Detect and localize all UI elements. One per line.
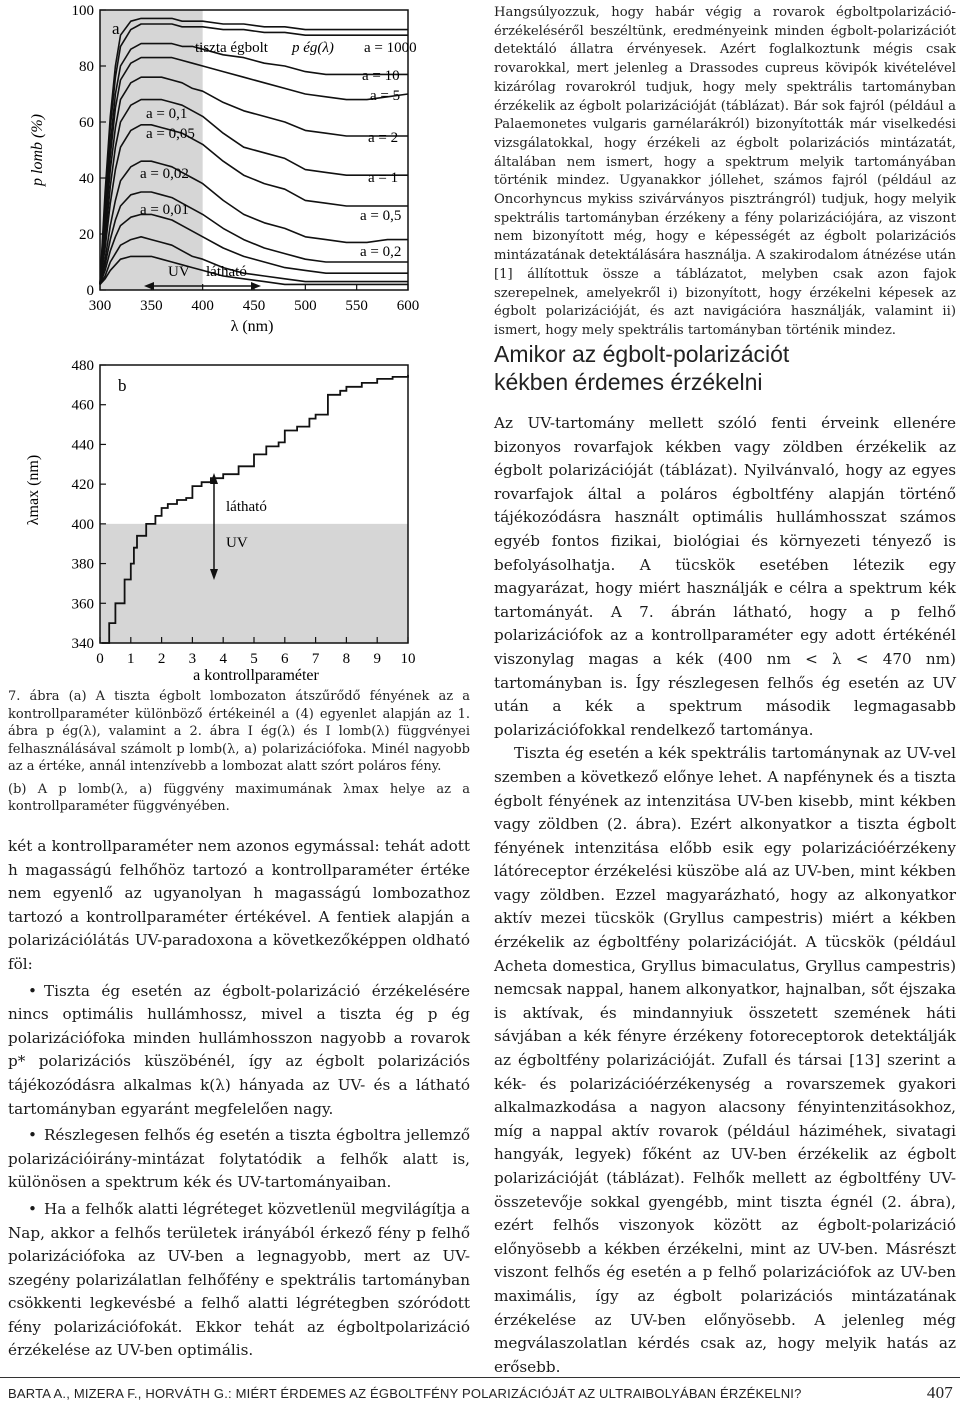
panel-label-a: a (112, 19, 120, 38)
footer-rule (0, 1377, 960, 1378)
page-number: 407 (926, 1383, 953, 1402)
x-tick-label: 10 (400, 651, 416, 667)
visible-label: látható (206, 264, 247, 280)
bullet-icon: • (28, 1126, 37, 1145)
bullet-icon: • (28, 1199, 37, 1218)
y-tick-label: 420 (71, 477, 94, 494)
uv-label: UV (226, 535, 248, 551)
running-footer (8, 1383, 953, 1402)
y-tick-label: 400 (71, 516, 94, 533)
caption-paragraph-a: 7. ábra (a) A tiszta égbolt lombozaton átszűrődő fényének az a kontrollparaméter különböző értékeinél a (4) egyenlet alapján az 1. ábra p ég(λ), valamint a 2. ábra I ég(λ) és I lomb(λ) függvényei felhasználásával számolt p lomb(λ, a) polarizációfoka. Minél nagyobb az a értéke, annál intenzívebb a lombozat alatt szórt poláros fény. (8, 689, 470, 774)
left-column-text (8, 835, 470, 1366)
series-label: a = 0,01 (140, 202, 189, 218)
series-label: a = 0,02 (140, 166, 189, 182)
series-label: a = 10 (362, 68, 400, 84)
x-tick-label: 500 (294, 298, 317, 314)
series-label: a = 1 (368, 170, 399, 186)
x-tick-label: 450 (242, 298, 266, 314)
panel-label-b: b (118, 376, 127, 395)
y-tick-label: 20 (79, 227, 94, 243)
y-tick-label: 440 (71, 437, 94, 454)
caption-paragraph-b: (b) A p lomb(λ, a) függvény maximumának λmax helye az a kontrollparaméter függvényében. (8, 781, 470, 814)
paragraph: Hangsúlyozzuk, hogy habár végig a rovarok égboltpolarizáció-érzékeléséről beszéltünk, eredményeink minden égbolt-polarizációt detektáló állatra érvényesek. Azért foglalkoztunk mégis csak rovarokkal, mert jelenleg a Drassodes cupreus kövipók kivételével kizárólag rovarokról tudjuk, hogy mely spektrális tartományban érzékelik az égbolt polarizációját (táblázat). Bár sok fajról (például a Palaemonetes vulgaris garnélarákról) bizonyították már viselkedési vizsgálatokkal, hogy érzékeli az égbolt polarizációs mintázatát, általában nem ismert, hogy a spektrum melyik tartományában történik mindez. Ugyanakkor jóllehet, számos fajról (például az Oncorhyncus mykiss szivárványos pisztrángról) tudjuk, hogy melyik spektrális tartományban érzékeny a fény polarizációjára, az viszont nem bizonyított még, hogy e képességét az égbolt polarizációs mintázatának detektálására használja. A szakirodalom átnézése után [1] állítottuk össze a táblázatot, melyben csak azon fajok szerepelnek, amelyekről i) bizonyított, hogy érzékelni képesek az égbolt polarizációját, és azt navigációra használják, valamint ii) ismert, hogy mely spektrális tartományban történik mindez. (494, 5, 956, 338)
x-tick-label: 6 (281, 651, 289, 667)
x-tick-label: 5 (250, 651, 258, 667)
x-tick-label: 0 (96, 651, 104, 667)
bullet-item: • Részlegesen felhős ég esetén a tiszta égboltra jellemző polarizációirány-mintázat folytatódik a felhők alatt is, különösen a spektrum kék és UV-tartományaiban. (8, 1126, 470, 1192)
x-axis-label: λ (nm) (230, 318, 274, 335)
x-tick-label: 3 (188, 651, 197, 667)
x-axis-label: a kontrollparaméter (193, 667, 319, 684)
section-heading: Amikor az égbolt-polarizációt kékben érdemes érzékelni (494, 341, 790, 395)
visible-label: látható (226, 499, 267, 515)
figure-7a-chart (0, 0, 480, 345)
x-tick-label: 1 (127, 651, 135, 667)
x-tick-label: 400 (191, 298, 214, 314)
y-tick-label: 60 (79, 115, 94, 131)
y-tick-label: 480 (71, 358, 94, 374)
bullet-item: • Tiszta ég esetén az égbolt-polarizáció érzékelésére nincs optimális hullámhossz, mivel a tiszta ég p ég polarizációfoka minden hullámhosszon nagyobb a rovarok p* polarizációs küszöbénél, így az égbolt polarizációs tájékozódásra alkalmas k(λ) hányada az UV- és a látható tartományban egyaránt megfelelően nagy. (8, 981, 470, 1118)
bullet-item: • Ha a felhők alatti légréteget közvetlenül megvilágítja a Nap, akkor a felhős területek irányából érkező fény p felhő polarizációfoka az UV-ben a legnagyobb, mert az UV-szegény polarizálatlan felhőfény e spektrális tartományban csökkenti legkevésbé a felhő alatti légrétegben szóródott fény polarizációfokát. Ekkor tehát az égboltpolarizáció érzékelése az UV-ben optimális. (8, 1199, 470, 1360)
y-tick-label: 80 (79, 59, 94, 75)
y-tick-label: 40 (79, 171, 94, 187)
uv-shaded-region (100, 524, 408, 643)
series-label: a = 2 (368, 130, 399, 146)
y-axis-label: λmax (nm) (25, 454, 42, 526)
x-tick-label: 550 (345, 298, 368, 314)
bullet-icon: • (28, 981, 37, 1000)
y-tick-label: 340 (71, 636, 94, 652)
right-column-body (494, 412, 956, 1379)
x-tick-label: 350 (140, 298, 163, 314)
x-tick-label: 9 (373, 651, 381, 667)
y-tick-label: 380 (71, 556, 94, 573)
x-tick-label: 300 (88, 298, 112, 314)
uv-label: UV (168, 264, 190, 280)
series-label: a = 1000 (364, 40, 417, 56)
series-label: a = 0,2 (360, 244, 402, 260)
y-axis-label: p lomb (%) (29, 114, 46, 186)
x-tick-label: 2 (157, 651, 166, 667)
series-label: a = 5 (370, 88, 401, 104)
x-tick-label: 8 (342, 651, 351, 667)
x-tick-label: 7 (311, 651, 320, 667)
y-tick-label: 460 (71, 397, 94, 414)
series-label: a = 0,05 (146, 126, 195, 142)
y-tick-label: 100 (71, 3, 94, 19)
running-title: BARTA A., MIZERA F., HORVÁTH G.: MIÉRT ÉRDEMES AZ ÉGBOLTFÉNY POLARIZÁCIÓJÁT AZ ULTRAIBOLYÁBAN ÉRZÉKELNI? (8, 1386, 802, 1401)
x-tick-label: 600 (396, 298, 420, 314)
y-tick-label: 360 (71, 596, 94, 613)
x-tick-label: 4 (219, 651, 227, 667)
paragraph: két a kontrollparaméter nem azonos egymással: tehát adott h magasságú felhőhöz tartozó a kontrollparaméter értéke nem egyenlő az ugyanolyan h magasságú lombozathoz tartozó a kontrollparaméter értékével. A fentiek alapján a polarizációlátás UV-paradoxona a következőképpen oldható föl: (8, 837, 470, 973)
y-tick-label: 0 (86, 283, 94, 299)
series-label: a = 0,5 (360, 208, 402, 224)
figure-7b-chart (0, 345, 480, 685)
clear-sky-label: tiszta égbolt (195, 40, 268, 56)
paragraph: Tiszta ég esetén a kék spektrális tartománynak az UV-vel szemben a következő előnye lehet. A napfénynek és a tiszta égbolt fényének az intenzitása UV-ben kisebb, mint kékben vagy zöldben (2. ábra). Ezért alkonyatkor a tiszta égbolt fényének intenzitása előbb esik egy polarizációérzékeny látóreceptor érzékelési küszöbe alá az UV-ben, mint kékben vagy zöldben. Ezzel magyarázható, hogy az alkonyatkor aktív mezei tücskök (Gryllus campestris) miért a kékben érzékelik az égboltfény polarizációját. A tücskök (például Acheta domestica, Gryllus bimaculatus, Gryllus campestris) nemcsak nappal, hanem alkonyatkor, hajnalban, sőt éjszaka is aktívak, és mindannyiuk összetett szemének háti sávjában a kék fényre érzékeny fotoreceptorok detektálják az égboltfény polarizációját. Zufall és társai [13] szerint a kék- és polarizációérzékenység a rovarszemek gyakori alkalmazkodása a nagyon alacsony fényintenzitásokhoz, míg a nappal aktív rovarok (például háziméhek, sivatagi hangyák, legyek) főként az UV-ben érzékelik az égbolt polarizációját (táblázat). Felhők mellett az égboltfény UV-összetevője sokkal gyengébb, mint tiszta égnél (2. ábra), ezért felhős viszonyok között az égbolt-polarizáció előnyösebb a kékben érzékelni, mint az UV-ben. Másrészt viszont felhős ég esetén a p felhő polarizációfok az UV-ben maximális, így az égbolt polarizációs mintázatának érzékelése az UV-ben előnyösebb. A jelenleg még megválaszolatlan kérdés csak az, hogy melyik hatás az erősebb. (494, 744, 956, 1376)
series-label: a = 0,1 (146, 106, 188, 122)
right-column-intro (494, 4, 956, 341)
series-label: p ég(λ) (292, 40, 334, 56)
paragraph: Az UV-tartomány mellett szóló fenti érveink ellenére bizonyos rovarfajok kékben vagy zöldben érzékelik az égbolt polarizációját (táblázat). Nyilvánvaló, hogy az egyes rovarfajok által a poláros égboltfény alapján történő tájékozódásra használt optimális hullámhosszat számos egyéb fontos fizikai, biológiai és környezeti tényező is befolyásolhatja. A tücskök esetében létezik egy magyarázat, hogy miért használják e célra a spektrum kék tartományát. A 7. ábrán látható, hogy a p felhő polarizációfok az a kontrollparaméter egy adott értékénél viszonylag magas a kék (400 nm < λ < 470 nm) tartományban is. Így részlegesen felhős ég esetén az UV után a kék a spektrum második legmagasabb polarizációfokkal rendelkező tartománya. (494, 414, 956, 739)
figure-caption (8, 688, 470, 821)
